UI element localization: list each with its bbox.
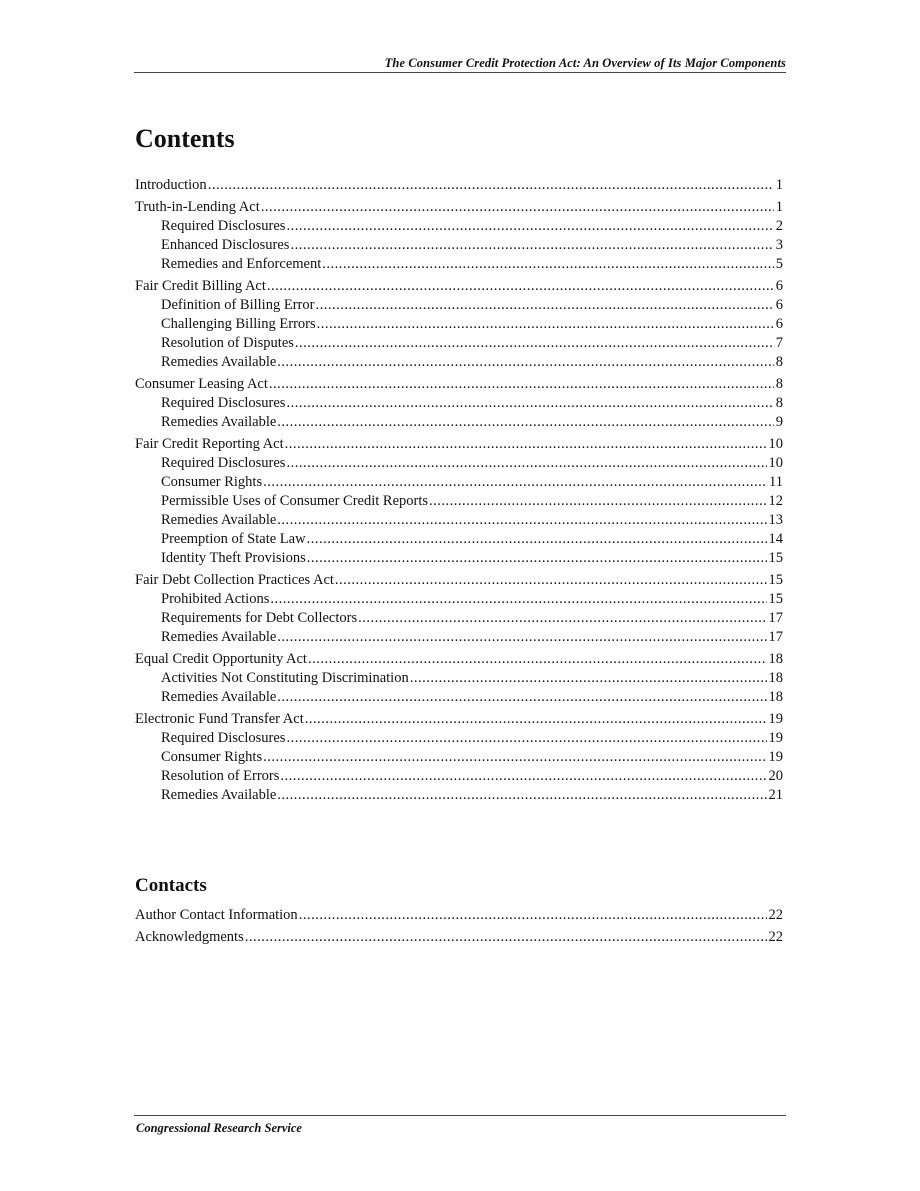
toc-entry-label: Required Disclosures (161, 730, 286, 746)
dot-leader (245, 928, 767, 947)
toc-entry-page-number: 15 (768, 572, 783, 588)
dot-leader (429, 492, 766, 511)
toc-entry-page-number: 10 (768, 455, 783, 471)
toc-entry-subsection[interactable] (135, 236, 783, 255)
dot-leader (280, 767, 766, 786)
toc-entry-label: Resolution of Disputes (161, 335, 294, 351)
toc-entry-label: Remedies and Enforcement (161, 256, 322, 272)
dot-leader (358, 609, 766, 628)
toc-entry-page-number: 1 (775, 177, 783, 193)
toc-entry-page-number: 22 (768, 929, 783, 945)
toc-entry-page-number: 9 (775, 414, 783, 430)
toc-entry-label: Required Disclosures (161, 395, 286, 411)
toc-entry-subsection[interactable] (135, 334, 783, 353)
dot-leader (305, 710, 767, 729)
contacts-list (135, 906, 783, 947)
toc-entry-label: Equal Credit Opportunity Act (135, 651, 307, 667)
toc-entry-subsection[interactable] (135, 530, 783, 549)
footer-rule (134, 1115, 786, 1116)
toc-entry-page-number: 18 (768, 651, 783, 667)
dot-leader (308, 650, 767, 669)
toc-entry-label: Remedies Available (161, 629, 277, 645)
toc-entry-subsection[interactable] (135, 590, 783, 609)
dot-leader (290, 236, 773, 255)
toc-entry-page-number: 21 (768, 787, 783, 803)
toc-entry-page-number: 12 (768, 493, 783, 509)
toc-entry-label: Definition of Billing Error (161, 297, 315, 313)
toc-entry-section[interactable] (135, 571, 783, 590)
dot-leader (322, 255, 774, 274)
toc-entry-label: Consumer Leasing Act (135, 376, 268, 392)
toc-entry-label: Remedies Available (161, 787, 277, 803)
toc-entry-subsection[interactable] (135, 413, 783, 432)
toc-entry-subsection[interactable] (135, 473, 783, 492)
dot-leader (286, 729, 766, 748)
toc-entry-label: Requirements for Debt Collectors (161, 610, 358, 626)
toc-entry-page-number: 6 (775, 297, 783, 313)
dot-leader (317, 315, 774, 334)
toc-entry-page-number: 20 (768, 768, 783, 784)
toc-entry-page-number: 8 (775, 354, 783, 370)
dot-leader (277, 353, 773, 372)
toc-entry-page-number: 5 (775, 256, 783, 272)
toc-entry-label: Required Disclosures (161, 455, 286, 471)
toc-entry-subsection[interactable] (135, 394, 783, 413)
running-header: The Consumer Credit Protection Act: An Overview of Its Major Components (384, 56, 786, 70)
contacts-section (135, 875, 783, 947)
toc-entry-subsection[interactable] (135, 669, 783, 688)
dot-leader (277, 511, 766, 530)
toc-entry-label: Introduction (135, 177, 207, 193)
toc-entry-label: Consumer Rights (161, 474, 263, 490)
toc-entry-label: Activities Not Constituting Discrimination (161, 670, 409, 686)
dot-leader (286, 454, 766, 473)
toc-entry-subsection[interactable] (135, 767, 783, 786)
toc-entry-page-number: 18 (768, 689, 783, 705)
toc-entry-subsection[interactable] (135, 549, 783, 568)
header-rule (134, 72, 786, 73)
dot-leader (315, 296, 773, 315)
toc-title: Contents (135, 124, 235, 153)
dot-leader (263, 748, 766, 767)
toc-entry-subsection[interactable] (135, 296, 783, 315)
dot-leader (299, 906, 767, 925)
toc-entry-subsection[interactable] (135, 353, 783, 372)
toc-entry-page-number: 14 (768, 531, 783, 547)
toc-entry-subsection[interactable] (135, 786, 783, 805)
toc-entry-section[interactable] (135, 710, 783, 729)
toc-entry-label: Remedies Available (161, 354, 277, 370)
dot-leader (267, 277, 774, 296)
toc-entry-label: Required Disclosures (161, 218, 286, 234)
toc-entry-section[interactable] (135, 928, 783, 947)
toc-entry-label: Fair Credit Billing Act (135, 278, 266, 294)
toc-list (135, 176, 783, 805)
dot-leader (270, 590, 766, 609)
toc-entry-page-number: 17 (768, 629, 783, 645)
toc-entry-label: Electronic Fund Transfer Act (135, 711, 304, 727)
toc-entry-subsection[interactable] (135, 628, 783, 647)
toc-entry-page-number: 15 (768, 591, 783, 607)
toc-entry-label: Consumer Rights (161, 749, 263, 765)
toc-entry-page-number: 7 (775, 335, 783, 351)
toc-entry-page-number: 13 (768, 512, 783, 528)
toc-entry-subsection[interactable] (135, 454, 783, 473)
toc-entry-section[interactable] (135, 277, 783, 296)
running-footer: Congressional Research Service (136, 1121, 302, 1135)
dot-leader (285, 435, 767, 454)
toc-entry-label: Remedies Available (161, 512, 277, 528)
dot-leader (307, 530, 767, 549)
toc-entry-label: Truth-in-Lending Act (135, 199, 260, 215)
toc-entry-label: Acknowledgments (135, 929, 244, 945)
toc-entry-page-number: 11 (769, 474, 783, 490)
toc-entry-label: Challenging Billing Errors (161, 316, 316, 332)
toc-entry-section[interactable] (135, 435, 783, 454)
toc-entry-label: Identity Theft Provisions (161, 550, 306, 566)
toc-entry-subsection[interactable] (135, 492, 783, 511)
toc-entry-page-number: 2 (775, 218, 783, 234)
toc-entry-page-number: 8 (775, 376, 783, 392)
toc-entry-page-number: 8 (775, 395, 783, 411)
toc-entry-page-number: 15 (768, 550, 783, 566)
toc-entry-page-number: 3 (775, 237, 783, 253)
toc-entry-section[interactable] (135, 198, 783, 217)
toc-entry-label: Prohibited Actions (161, 591, 270, 607)
dot-leader (286, 394, 773, 413)
contacts-title: Contacts (135, 875, 207, 896)
toc-entry-label: Remedies Available (161, 414, 277, 430)
dot-leader (261, 198, 774, 217)
dot-leader (277, 688, 766, 707)
toc-entry-page-number: 18 (768, 670, 783, 686)
toc-entry-subsection[interactable] (135, 217, 783, 236)
toc-entry-subsection[interactable] (135, 511, 783, 530)
toc-entry-page-number: 1 (775, 199, 783, 215)
dot-leader (277, 786, 766, 805)
toc-entry-label: Author Contact Information (135, 907, 298, 923)
toc-entry-section[interactable] (135, 650, 783, 669)
dot-leader (307, 549, 767, 568)
toc-entry-subsection[interactable] (135, 315, 783, 334)
toc-entry-label: Remedies Available (161, 689, 277, 705)
dot-leader (208, 176, 774, 195)
toc-entry-subsection[interactable] (135, 748, 783, 767)
toc-entry-page-number: 19 (768, 749, 783, 765)
toc-entry-section[interactable] (135, 176, 783, 195)
toc-entry-label: Resolution of Errors (161, 768, 280, 784)
dot-leader (269, 375, 774, 394)
toc-entry-label: Preemption of State Law (161, 531, 306, 547)
toc-entry-subsection[interactable] (135, 729, 783, 748)
toc-entry-label: Permissible Uses of Consumer Credit Reports (161, 493, 429, 509)
toc-entry-section[interactable] (135, 375, 783, 394)
toc-entry-label: Enhanced Disclosures (161, 237, 290, 253)
toc-entry-label: Fair Debt Collection Practices Act (135, 572, 334, 588)
toc-entry-page-number: 19 (768, 730, 783, 746)
dot-leader (410, 669, 767, 688)
toc-entry-section[interactable] (135, 906, 783, 925)
dot-leader (277, 413, 773, 432)
toc-entry-page-number: 17 (768, 610, 783, 626)
toc-entry-subsection[interactable] (135, 688, 783, 707)
toc-entry-subsection[interactable] (135, 609, 783, 628)
toc-entry-page-number: 6 (775, 316, 783, 332)
dot-leader (277, 628, 766, 647)
toc-entry-subsection[interactable] (135, 255, 783, 274)
toc-entry-page-number: 22 (768, 907, 783, 923)
toc-entry-page-number: 6 (775, 278, 783, 294)
dot-leader (295, 334, 774, 353)
dot-leader (286, 217, 773, 236)
toc-entry-page-number: 10 (768, 436, 783, 452)
toc-entry-label: Fair Credit Reporting Act (135, 436, 284, 452)
dot-leader (263, 473, 767, 492)
toc-entry-page-number: 19 (768, 711, 783, 727)
dot-leader (335, 571, 767, 590)
